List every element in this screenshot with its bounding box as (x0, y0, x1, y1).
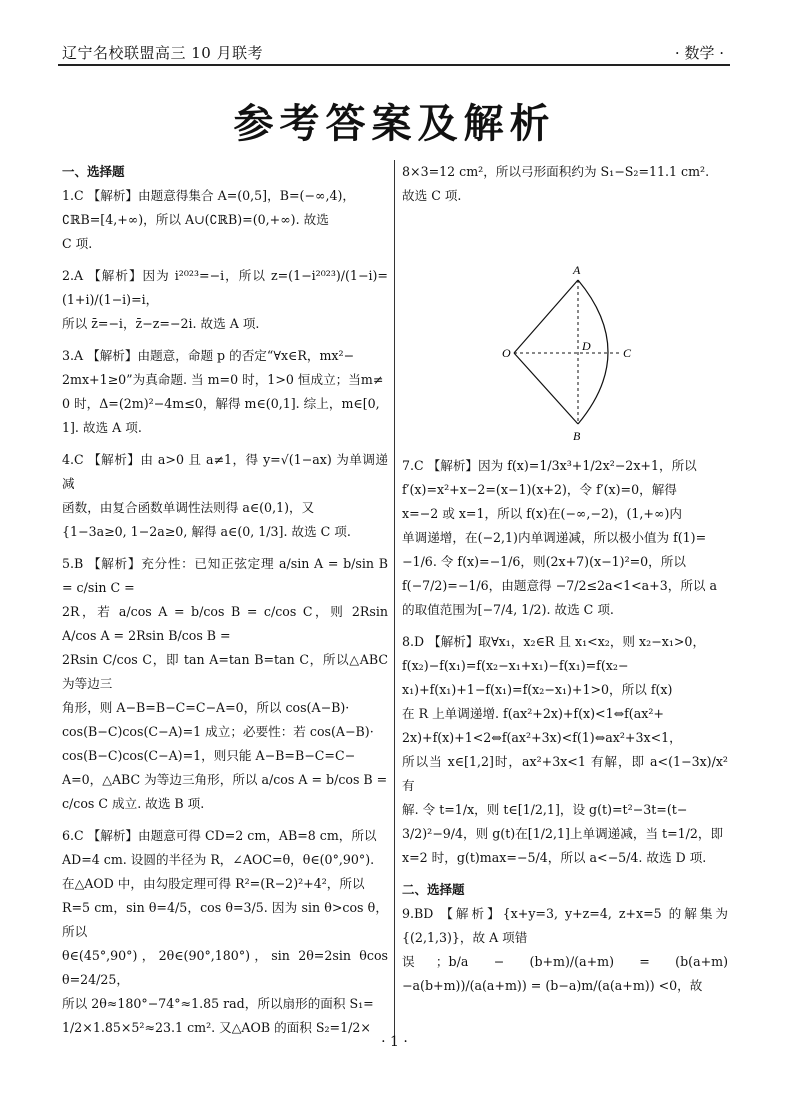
solution-line: 1/2×1.85×5²≈23.1 cm². 又△AOB 的面积 S₂=1/2× (62, 1020, 371, 1035)
solution-line: cos(B−C)cos(C−A)=1，则只能 A−B=B−C=C− (62, 748, 356, 763)
solution-line: 1.C 【解析】由题意得集合 A=(0,5]，B=(−∞,4)， (62, 188, 355, 203)
solution-line: 8.D 【解析】取∀x₁，x₂∈R 且 x₁<x₂，则 x₂−x₁>0， (402, 634, 706, 649)
page-number: · 1 · (381, 1034, 408, 1050)
solution-line: 函数，由复合函数单调性法则得 a∈(0,1)，又 (62, 500, 315, 515)
solution-line: −1/6. 令 f(x)=−1/6，则(2x+7)(x−1)²=0，所以 (402, 554, 686, 569)
solution-line: 3.A 【解析】由题意，命题 p 的否定“∀x∈R，mx²− (62, 348, 355, 363)
solution-line: 6.C 【解析】由题意可得 CD=2 cm，AB=8 cm，所以 (62, 828, 377, 843)
solution-item (402, 160, 728, 208)
solution-line: f(−7/2)=−1/6，由题意得 −7/2≤2a<1<a+3，所以 a (402, 578, 718, 593)
solution-line: 所以 2θ≈180°−74°≈1.85 rad，所以扇形的面积 S₁= (62, 996, 374, 1011)
solution-line: 8×3=12 cm²，所以弓形面积约为 S₁−S₂=11.1 cm². (402, 164, 710, 179)
solution-item (62, 344, 388, 440)
solution-line: cos(B−C)cos(C−A)=1 成立；必要性：若 cos(A−B)· (62, 724, 374, 739)
right-column (402, 160, 728, 1006)
solution-line: 9.BD 【解析】{x+y=3, y+z=4, z+x=5 的解集为{(2,1,3)}，故 A 项错 (402, 906, 728, 945)
sector-diagram (402, 216, 728, 448)
solution-line: 单调递增，在(−2,1)内单调递减，所以极小值为 f(1)= (402, 530, 707, 545)
solution-item (62, 184, 388, 256)
solution-line: {1−3a≥0, 1−2a≥0, 解得 a∈(0, 1/3]. 故选 C 项. (62, 524, 351, 539)
solution-line: 7.C 【解析】因为 f(x)=1/3x³+1/2x²−2x+1，所以 (402, 458, 697, 473)
solution-line: x=2 时，g(t)max=−5/4，所以 a<−5/4. 故选 D 项. (402, 850, 707, 865)
solution-line: 2x)+f(x)+1<2⇔f(ax²+3x)<f(1)⇔ax²+3x<1， (402, 730, 682, 745)
solution-line: c/cos C 成立. 故选 B 项. (62, 796, 205, 811)
solution-item (62, 448, 388, 544)
solution-line: 所以 z̄=−i，z̄−z=−2i. 故选 A 项. (62, 316, 260, 331)
solution-line: 在△AOD 中，由勾股定理可得 R²=(R−2)²+4²，所以 (62, 876, 365, 891)
solution-line: 角形，则 A−B=B−C=C−A=0，所以 cos(A−B)· (62, 700, 350, 715)
solution-line: 2mx+1≥0”为真命题. 当 m=0 时，1>0 恒成立；当m≠ (62, 372, 384, 387)
solution-line: C 项. (62, 236, 93, 251)
solution-line: 0 时，Δ=(2m)²−4m≤0，解得 m∈(0,1]. 综上，m∈[0, (62, 396, 380, 411)
solution-line: 所以当 x∈[1,2]时，ax²+3x<1 有解，即 a<(1−3x)/x² 有 (402, 754, 728, 793)
label-O: O (502, 346, 511, 360)
left-column (62, 160, 388, 1048)
solution-line: A=0，△ABC 为等边三角形，所以 a/cos A = b/cos B = (62, 772, 388, 787)
solution-item (62, 824, 388, 1040)
subject-label: · 数学 · (674, 44, 724, 62)
solution-line: R=5 cm，sin θ=4/5，cos θ=3/5. 因为 sin θ>cos θ，所以 (62, 900, 388, 939)
solution-line: 误；b/a − (b+m)/(a+m) = (b(a+m)−a(b+m))/(a(a+m)) = (b−a)m/(a(a+m)) <0，故 (402, 954, 728, 993)
solution-item (62, 552, 388, 816)
solution-item (402, 902, 728, 998)
solution-item (402, 454, 728, 622)
solution-line: 4.C 【解析】由 a>0 且 a≠1，得 y=√(1−ax) 为单调递减 (62, 452, 388, 491)
label-C: C (623, 346, 632, 360)
solution-line: 解. 令 t=1/x，则 t∈[1/2,1]，设 g(t)=t²−3t=(t− (402, 802, 688, 817)
section-heading: 一、选择题 (62, 164, 125, 179)
solution-item (402, 630, 728, 870)
label-B: B (573, 429, 581, 443)
solution-item (62, 264, 388, 336)
solution-line: θ∈(45°,90°)，2θ∈(90°,180°)，sin 2θ=2sin θcos θ=24/25， (62, 948, 388, 987)
page-title: 参考答案及解析 (233, 101, 556, 147)
solution-line: 1]. 故选 A 项. (62, 420, 142, 435)
solution-line: AD=4 cm. 设圆的半径为 R，∠AOC=θ，θ∈(0°,90°). (62, 852, 375, 867)
label-D: D (582, 339, 591, 353)
column-divider (394, 160, 395, 1045)
solution-line: 2.A 【解析】因为 i²⁰²³=−i，所以 z=(1−i²⁰²³)/(1−i)=(1+i)/(1−i)=i， (62, 268, 388, 307)
solution-line: 故选 C 项. (402, 188, 462, 203)
page-header (58, 36, 730, 66)
solution-line: 2R，若 a/cos A = b/cos B = c/cos C，则 2Rsin A/cos A = 2Rsin B/cos B = (62, 604, 388, 643)
sector-figure (402, 216, 728, 448)
solution-line: x₁)+f(x₁)+1−f(x₁)=f(x₂−x₁)+1>0，所以 f(x) (402, 682, 673, 697)
solution-line: 5.B 【解析】充分性：已知正弦定理 a/sin A = b/sin B = c/sin C = (62, 556, 388, 595)
solution-line: x=−2 或 x=1，所以 f(x)在(−∞,−2)，(1,+∞)内 (402, 506, 682, 521)
solution-line: f′(x)=x²+x−2=(x−1)(x+2)，令 f′(x)=0，解得 (402, 482, 677, 497)
solution-line: 2Rsin C/cos C，即 tan A=tan B=tan C，所以△ABC 为等边三 (62, 652, 388, 691)
solution-line: 的取值范围为[−7/4, 1/2). 故选 C 项. (402, 602, 614, 617)
solution-line: 在 R 上单调递增. f(ax²+2x)+f(x)<1⇔f(ax²+ (402, 706, 664, 721)
solution-line: 3/2)²−9/4，则 g(t)在[1/2,1]上单调递减，当 t=1/2，即 (402, 826, 724, 841)
solution-line: f(x₂)−f(x₁)=f(x₂−x₁+x₁)−f(x₁)=f(x₂− (402, 658, 629, 673)
solution-line: ∁ℝB=[4,+∞)，所以 A∪(∁ℝB)=(0,+∞). 故选 (62, 212, 329, 227)
exam-title: 辽宁名校联盟高三 10 月联考 (62, 44, 264, 62)
label-A: A (573, 263, 581, 277)
section-heading: 二、选择题 (402, 882, 465, 897)
